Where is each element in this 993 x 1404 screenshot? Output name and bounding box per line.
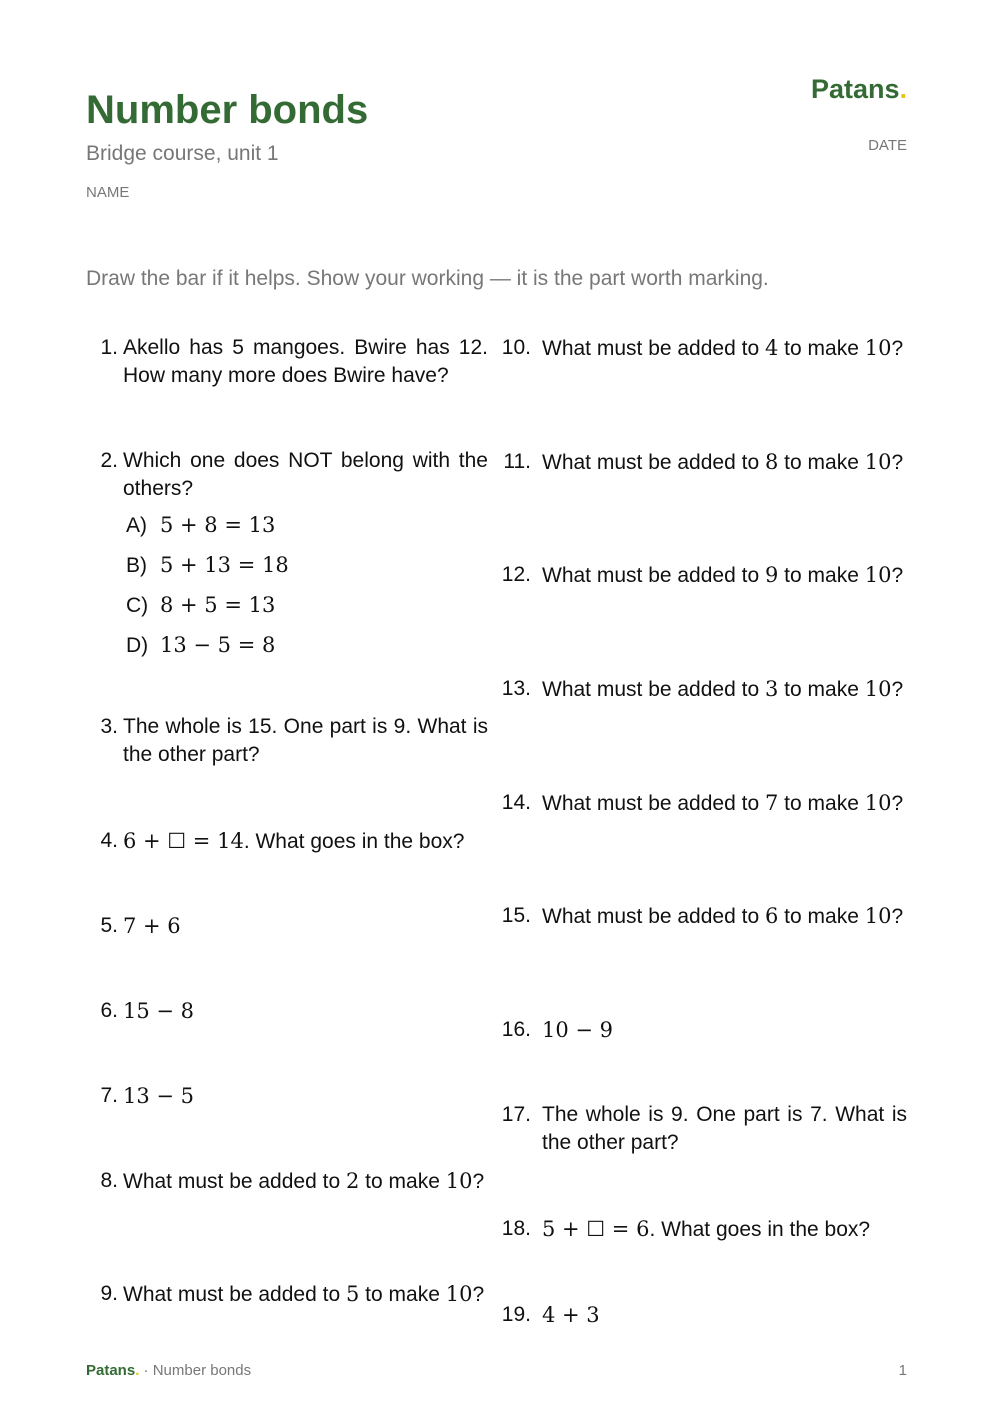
question-18	[499, 1215, 907, 1244]
question-2	[86, 447, 488, 671]
question-text: What must be added to 8 to make 10?	[542, 450, 904, 474]
question-text: What must be added to 4 to make 10?	[542, 336, 904, 360]
footer-separator: ·	[143, 1362, 149, 1379]
question-number: 18.	[501, 1217, 531, 1240]
question-4	[86, 827, 488, 856]
question-text: What must be added to 5 to make 10?	[123, 1282, 485, 1306]
question-number: 12.	[501, 563, 531, 586]
question-13	[499, 675, 907, 704]
question-number: 16.	[501, 1018, 531, 1041]
question-text: What must be added to 7 to make 10?	[542, 791, 904, 815]
question-number: 17.	[501, 1103, 531, 1126]
question-number: 5.	[100, 914, 118, 937]
question-number: 10.	[501, 336, 531, 359]
question-number: 11.	[503, 450, 531, 473]
option-b: B) 5 + 13 = 18	[126, 553, 289, 577]
question-number: 8.	[100, 1169, 118, 1192]
question-expression: 7 + 6	[123, 914, 181, 938]
question-11	[499, 448, 907, 477]
footer: Patans. · Number bonds	[86, 1362, 252, 1379]
question-number: 4.	[100, 829, 118, 852]
question-3	[86, 713, 488, 769]
question-16	[499, 1016, 907, 1044]
question-17	[499, 1101, 907, 1157]
footer-doc-title: Number bonds	[152, 1362, 252, 1379]
question-number: 7.	[100, 1084, 118, 1107]
instructions: Draw the bar if it helps. Show your working — it is the part worth marking.	[86, 267, 769, 290]
question-text: The whole is 15. One part is 9. What is the other part?	[123, 715, 488, 766]
question-number: 9.	[100, 1282, 118, 1305]
question-8	[86, 1167, 488, 1196]
question-text: What must be added to 2 to make 10?	[123, 1169, 485, 1193]
option-d: D) 13 − 5 = 8	[126, 633, 276, 657]
question-12	[499, 561, 907, 590]
question-expression: 10 − 9	[542, 1018, 614, 1042]
question-text: What must be added to 6 to make 10?	[542, 904, 904, 928]
question-text: 5 + ☐ = 6. What goes in the box?	[542, 1217, 871, 1241]
page-title: Number bonds	[86, 88, 369, 132]
answer-options	[126, 511, 488, 671]
question-number: 19.	[501, 1303, 531, 1326]
question-number: 13.	[501, 677, 531, 700]
question-7	[86, 1082, 488, 1110]
footer-brand: Patans	[86, 1362, 136, 1379]
name-field-label: NAME	[86, 184, 130, 201]
question-10	[499, 334, 907, 363]
question-text: The whole is 9. One part is 7. What is the other part?	[542, 1103, 907, 1154]
question-19	[499, 1301, 907, 1329]
question-9	[86, 1280, 488, 1309]
question-number: 6.	[100, 999, 118, 1022]
question-text: 6 + ☐ = 14. What goes in the box?	[123, 829, 465, 853]
question-expression: 15 − 8	[123, 999, 195, 1023]
brand-logo: Patans.	[810, 74, 907, 104]
question-number: 14.	[501, 791, 531, 814]
option-c: C) 8 + 5 = 13	[126, 593, 276, 617]
date-field-label: DATE	[868, 137, 907, 154]
question-expression: 4 + 3	[542, 1303, 600, 1327]
question-1	[86, 334, 488, 390]
question-5	[86, 912, 488, 940]
question-15	[499, 902, 907, 931]
question-text: Which one does NOT belong with the others?	[123, 449, 488, 500]
question-number: 15.	[501, 904, 531, 927]
question-expression: 13 − 5	[123, 1084, 195, 1108]
question-number: 3.	[100, 715, 118, 738]
page-number: 1	[898, 1362, 907, 1379]
page-subtitle: Bridge course, unit 1	[86, 142, 279, 165]
question-text: Akello has 5 mangoes. Bwire has 12. How many more does Bwire have?	[123, 336, 488, 387]
question-number: 1.	[100, 336, 118, 359]
question-6	[86, 997, 488, 1025]
question-text: What must be added to 3 to make 10?	[542, 677, 904, 701]
question-number: 2.	[100, 449, 118, 472]
option-a: A) 5 + 8 = 13	[126, 513, 276, 537]
question-text: What must be added to 9 to make 10?	[542, 563, 904, 587]
question-14	[499, 789, 907, 818]
